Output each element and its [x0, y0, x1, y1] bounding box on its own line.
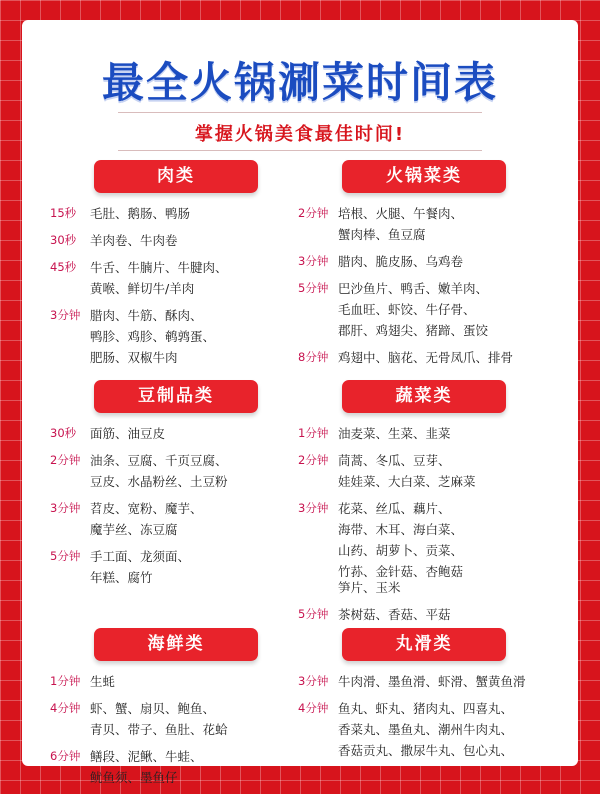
list-item — [298, 203, 558, 245]
hotpot-items-list — [298, 203, 558, 368]
food-line: 油条、豆腐、千页豆腐、 — [90, 453, 228, 468]
section-balls — [298, 628, 558, 767]
list-item — [298, 278, 558, 341]
list-item — [298, 604, 451, 625]
food-line: 山药、胡萝卜、贡菜、 — [338, 543, 464, 558]
list-item — [50, 257, 310, 299]
cook-time: 3分钟 — [50, 308, 81, 322]
list-item — [50, 546, 310, 588]
meat-list — [50, 203, 310, 368]
cook-time: 3分钟 — [298, 674, 329, 688]
section-seafood — [50, 628, 310, 794]
cook-time: 5分钟 — [298, 281, 329, 295]
food-line: 毛肚、鹅肠、鸭肠 — [90, 206, 191, 221]
food-line: 牛舌、牛腩片、牛腱肉、 — [90, 260, 228, 275]
list-item — [298, 698, 558, 761]
section-title-hotpot-items: 火锅菜类 — [342, 160, 506, 193]
cook-time: 2分钟 — [50, 453, 81, 467]
food-line: 羊肉卷、牛肉卷 — [90, 233, 178, 248]
food-line: 虾、蟹、扇贝、鲍鱼、 — [90, 701, 216, 716]
seafood-list — [50, 671, 310, 788]
list-item — [50, 203, 310, 224]
subtitle-divider — [118, 150, 482, 151]
list-item — [298, 251, 558, 272]
food-line: 娃娃菜、大白菜、芝麻菜 — [338, 474, 476, 489]
food-line: 巴沙鱼片、鸭舌、嫩羊肉、 — [338, 281, 489, 296]
list-item — [50, 450, 310, 492]
list-item — [50, 498, 310, 540]
food-line: 香菇贡丸、撒尿牛丸、包心丸、 — [338, 743, 514, 758]
section-tofu — [50, 380, 310, 594]
food-line: 鸡翅中、脑花、无骨凤爪、排骨 — [338, 350, 514, 365]
food-line: 毛血旺、虾饺、牛仔骨、 — [338, 302, 476, 317]
menu-card — [22, 20, 578, 785]
list-item — [298, 423, 558, 444]
list-item — [298, 498, 558, 582]
cook-time: 1分钟 — [50, 674, 81, 688]
food-line: 郡肝、鸡翅尖、猪蹄、蛋饺 — [338, 323, 489, 338]
cook-time: 30秒 — [50, 426, 77, 440]
vegetables-list — [298, 423, 558, 582]
food-line: 苕皮、宽粉、魔芋、 — [90, 501, 203, 516]
page-title: 最全火锅涮菜时间表 — [101, 58, 498, 107]
cook-time: 3分钟 — [298, 501, 329, 515]
cook-time: 1分钟 — [298, 426, 329, 440]
cook-time: 30秒 — [50, 233, 77, 247]
cook-time: 6分钟 — [50, 749, 81, 763]
food-line: 培根、火腿、午餐肉、 — [338, 206, 464, 221]
page-subtitle: 掌握火锅美食最佳时间! — [194, 124, 406, 145]
cook-time: 2分钟 — [298, 453, 329, 467]
list-item — [50, 305, 310, 368]
food-line: 鸭胗、鸡胗、鹌鹑蛋、 — [90, 329, 216, 344]
cook-time: 8分钟 — [298, 350, 329, 364]
list-item — [50, 698, 310, 740]
food-line: 竹荪、金针菇、杏鲍菇 — [338, 564, 464, 579]
section-title-meat: 肉类 — [94, 160, 258, 193]
cook-time: 5分钟 — [50, 549, 81, 563]
section-title-tofu: 豆制品类 — [94, 380, 258, 413]
list-item — [298, 450, 558, 492]
food-line: 鱼丸、虾丸、猪肉丸、四喜丸、 — [338, 701, 514, 716]
section-title-vegetables: 蔬菜类 — [342, 380, 506, 413]
cook-time: 45秒 — [50, 260, 77, 274]
food-line: 黄喉、鲜切牛/羊肉 — [90, 281, 195, 296]
cook-time: 4分钟 — [298, 701, 329, 715]
section-vegetables — [298, 380, 558, 622]
food-line: 蟹肉棒、鱼豆腐 — [338, 227, 426, 242]
cook-time: 2分钟 — [298, 206, 329, 220]
food-line: 鱿鱼须、墨鱼仔 — [90, 770, 178, 785]
food-line: 腊肉、牛筋、酥肉、 — [90, 308, 203, 323]
food-line: 油麦菜、生菜、韭菜 — [338, 426, 451, 441]
food-line: 茼蒿、冬瓜、豆芽、 — [338, 453, 451, 468]
food-line: 豆皮、水晶粉丝、土豆粉 — [90, 474, 228, 489]
section-meat — [50, 160, 310, 374]
cook-time: 5分钟 — [298, 607, 329, 621]
food-line: 鳝段、泥鳅、牛蛙、 — [90, 749, 203, 764]
balls-list — [298, 671, 558, 761]
list-item — [298, 347, 558, 368]
food-line: 面筋、油豆皮 — [90, 426, 166, 441]
food-line: 腊肉、脆皮肠、乌鸡卷 — [338, 254, 464, 269]
list-item — [50, 230, 310, 251]
food-line: 手工面、龙须面、 — [90, 549, 191, 564]
cook-time: 4分钟 — [50, 701, 81, 715]
food-line: 海带、木耳、海白菜、 — [338, 522, 464, 537]
section-hotpot-items — [298, 160, 558, 374]
food-line: 青贝、带子、鱼肚、花蛤 — [90, 722, 228, 737]
food-line: 香菜丸、墨鱼丸、潮州牛肉丸、 — [338, 722, 514, 737]
section-title-seafood: 海鲜类 — [94, 628, 258, 661]
food-line: 生蚝 — [90, 674, 116, 689]
tofu-list — [50, 423, 310, 588]
list-item — [298, 671, 558, 692]
food-line: 茶树菇、香菇、平菇 — [338, 607, 451, 622]
food-line: 花菜、丝瓜、藕片、 — [338, 501, 451, 516]
title-divider — [118, 112, 482, 113]
food-line: 年糕、腐竹 — [90, 570, 153, 585]
food-line: 魔芋丝、冻豆腐 — [90, 522, 178, 537]
food-line: 牛肉滑、墨鱼滑、虾滑、蟹黄鱼滑 — [338, 674, 526, 689]
food-line: 肥肠、双椒牛肉 — [90, 350, 178, 365]
section-title-balls: 丸滑类 — [342, 628, 506, 661]
list-item — [50, 671, 310, 692]
food-line-extra: 笋片、玉米 — [338, 580, 401, 595]
cook-time: 15秒 — [50, 206, 77, 220]
list-item — [50, 746, 310, 788]
list-item — [50, 423, 310, 444]
cook-time: 3分钟 — [298, 254, 329, 268]
cook-time: 3分钟 — [50, 501, 81, 515]
